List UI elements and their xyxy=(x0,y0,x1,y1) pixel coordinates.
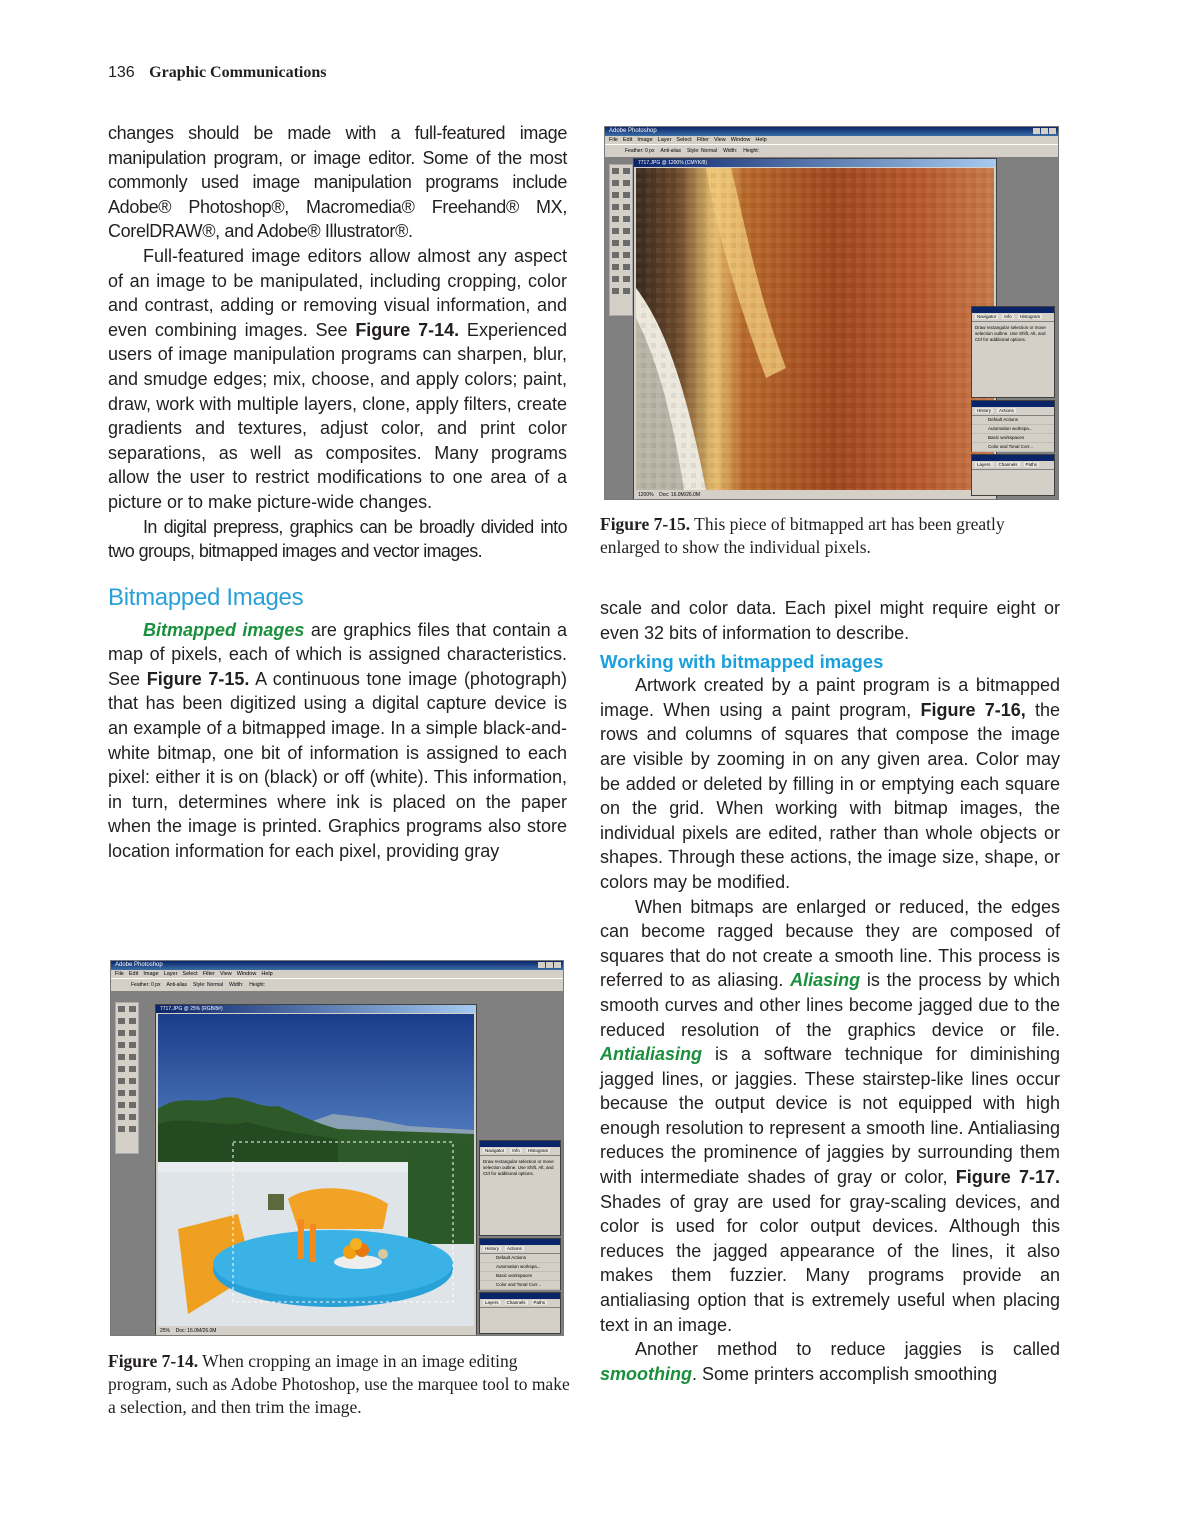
figure-7-15-screenshot xyxy=(604,126,1059,500)
layers-palette xyxy=(479,1292,561,1334)
action-row: Color and Tonal Corr... xyxy=(972,443,1054,452)
palette-tab: Paths xyxy=(533,1300,546,1305)
book-title: Graphic Communications xyxy=(149,64,327,81)
balcony-photo xyxy=(158,1014,474,1326)
paragraph: Bitmapped images are graphics files that contain a map of pixels, each of which is assigned characteristics. See Figure 7-15. A continuous tone image (photograph) that has been digitized using a digital capture device is an example of a bitmapped image. In a simple black-and-white bitmap, one bit of information is assigned to each pixel: either it is on (black) or off (white). This information, in turn, determines where ink is placed on the paper when the image is printed. Graphics programs also store location information for each pixel, providing gray xyxy=(108,619,568,862)
page-number: 136 xyxy=(108,64,135,81)
figure-ref: Figure 7-15. xyxy=(146,668,250,689)
palette-tab: Navigator xyxy=(485,1148,505,1153)
key-term: Aliasing xyxy=(790,970,861,991)
paragraph: When bitmaps are enlarged or reduced, the edges can become ragged because they are composed of squares that do not create a smooth line. This process is referred to as aliasing. Aliasing is the process by which smooth curves and other lines become jagged due to the reduced resolution of the graphics device or file. Antialiasing is a software technique for diminishing jagged lines, or jaggies. These stairstep-like lines occur because the output device is not equipped with high enough resolution to represent a smooth line. Antialiasing reduces the prominence of jaggies by surrounding them with intermediate shades of gray or color, Figure 7-17. Shades of gray are used for gray-scaling devices, and color is used for color output devices. Although this reduces the jagged appearance of the lines, it also makes them fuzzier. Many programs provide an antialiasing option that is extremely useful when placing text in an image. xyxy=(600,896,1061,1335)
document-window xyxy=(155,1004,477,1336)
palette-tab: Channels xyxy=(506,1300,526,1305)
menu-item: Help xyxy=(755,137,767,143)
key-term: Bitmapped images xyxy=(143,619,305,640)
menu-item: Filter xyxy=(202,971,215,977)
options-bar xyxy=(111,978,563,992)
menu-item: File xyxy=(115,971,124,977)
subheading: Working with bitmapped images xyxy=(600,651,884,673)
paragraph: Another method to reduce jaggies is called smoothing. Some printers accomplish smoothing xyxy=(600,1339,1060,1384)
option-item: Width: xyxy=(229,982,244,988)
menu-item: Layer xyxy=(657,137,672,143)
palette-tab: Paths xyxy=(1025,462,1038,467)
menu-item: Window xyxy=(236,971,257,977)
paragraph: Artwork created by a paint program is a bitmapped image. When using a paint program, Figure 7-16, the rows and columns of squares that compose the image are visible by zooming in on any given area. Color may be added or deleted by filling in or emptying each square on the grid. When working with bitmap images, the individual pixels are edited, rather than whole objects or shapes. Through these actions, the image size, shape, or colors may be modified. xyxy=(600,675,1061,892)
menu-bar xyxy=(111,970,563,978)
palette-tab: History xyxy=(485,1246,500,1251)
option-item: Style: Normal xyxy=(193,982,224,988)
menu-item: View xyxy=(219,971,232,977)
actions-palette xyxy=(479,1238,561,1290)
palette-tab: Actions xyxy=(507,1246,522,1251)
action-row: Color and Tonal Corr... xyxy=(480,1281,560,1290)
menu-bar xyxy=(605,136,1058,144)
option-item: Height: xyxy=(249,982,266,988)
palette-tab: Actions xyxy=(999,408,1014,413)
figure-7-15-caption: Figure 7-15. This piece of bitmapped art has been greatly enlarged to show the individual pixels. xyxy=(600,514,1005,557)
menu-item: Image xyxy=(143,971,159,977)
zoomed-pixel-image xyxy=(636,168,994,490)
palette-tab: Layers xyxy=(977,462,991,467)
menu-item: Select xyxy=(182,971,198,977)
key-term: smoothing xyxy=(600,1363,692,1384)
palette-tab: Info xyxy=(1004,314,1012,319)
layers-palette xyxy=(971,454,1055,496)
action-row: Basic workspaces xyxy=(972,434,1054,443)
action-row: Automation workspa... xyxy=(972,425,1054,434)
palette-tab: Histogram xyxy=(527,1148,549,1153)
photo-scene xyxy=(158,1014,474,1326)
status-bar: 1200% Doc: 16.0M/26.0M xyxy=(638,492,700,498)
section-heading: Bitmapped Images xyxy=(108,583,304,611)
figure-ref: Figure 7-16, xyxy=(920,699,1026,720)
action-row: Default Actions xyxy=(972,416,1054,425)
menu-item: Window xyxy=(730,137,751,143)
left-column xyxy=(108,121,567,864)
action-row: Basic workspaces xyxy=(480,1272,560,1281)
menu-item: Image xyxy=(637,137,653,143)
figure-7-14-caption: Figure 7-14. When cropping an image in an image editing program, such as Adobe Photoshop, use the marquee tool to make a selection, and then trim the image. xyxy=(108,1351,570,1417)
menu-item: Layer xyxy=(163,971,178,977)
toolbox xyxy=(609,164,633,316)
palette-tab: Navigator xyxy=(977,314,997,319)
workspace xyxy=(605,158,1058,499)
option-item: Height: xyxy=(743,148,760,154)
pixelated-photo xyxy=(636,168,994,490)
option-item: Style: Normal xyxy=(687,148,718,154)
running-header xyxy=(108,64,327,82)
menu-item: Select xyxy=(676,137,692,143)
option-item: Feather: 0 px xyxy=(131,982,161,988)
paragraph: In digital prepress, graphics can be broadly divided into two groups, bitmapped images and vector images. xyxy=(108,516,567,562)
right-column xyxy=(600,596,1060,1386)
palette-tab: Info xyxy=(512,1148,520,1153)
figure-ref: Figure 7-17. xyxy=(955,1167,1061,1188)
window-titlebar: Adobe Photoshop xyxy=(605,127,1058,136)
option-item: Anti-alias xyxy=(660,148,682,154)
info-palette: Navigator Info Histogram Draw rectangular selection or move selection outline. Use Shift, Alt, and Ctrl for additional options. xyxy=(971,306,1055,398)
paragraph: Full-featured image editors allow almost any aspect of an image to be manipulated, including cropping, color and contrast, adding or removing visual information, and even combining images. See Figure 7-14. Experienced users of image manipulation programs can sharpen, blur, and smudge edges; mix, choose, and apply colors; paint, draw, work with multiple layers, clone, apply filters, create gradients and textures, adjust color, and print color separations, as well as composites. Many programs allow the user to restrict modifications to one area of a picture or to make picture-wide changes. xyxy=(108,245,567,512)
paragraph: scale and color data. Each pixel might require eight or even 32 bits of information to describe. xyxy=(600,598,1060,643)
options-bar xyxy=(605,144,1058,158)
document-title: 7717.JPG @ 1200% (CMYK/8) xyxy=(634,159,996,167)
figure-7-14-screenshot xyxy=(110,960,564,1336)
toolbox xyxy=(115,1002,139,1154)
palette-tab: History xyxy=(977,408,992,413)
status-bar: 25% Doc: 16.0M/26.0M xyxy=(160,1328,217,1334)
palette-tab: Histogram xyxy=(1019,314,1041,319)
palette-tab: Channels xyxy=(998,462,1018,467)
menu-item: Help xyxy=(261,971,273,977)
info-palette: Navigator Info Histogram Draw rectangular selection or move selection outline. Use Shift, Alt, and Ctrl for additional options. xyxy=(479,1140,561,1236)
menu-item: Edit xyxy=(128,971,139,977)
workspace xyxy=(111,992,563,1335)
action-row: Automation workspa... xyxy=(480,1263,560,1272)
document-window xyxy=(633,158,997,500)
menu-item: View xyxy=(713,137,726,143)
paragraph: changes should be made with a full-featured image manipulation program, or image editor. Some of the most commonly used image manipulation programs include Adobe® Photoshop®, Macromedia® Freehand® MX, CorelDRAW®, and Adobe® Illustrator®. xyxy=(108,123,567,242)
actions-palette xyxy=(971,400,1055,452)
window-titlebar: Adobe Photoshop xyxy=(111,961,563,970)
action-row: Default Actions xyxy=(480,1254,560,1263)
menu-item: File xyxy=(609,137,618,143)
option-item: Feather: 0 px xyxy=(625,148,655,154)
key-term: Antialiasing xyxy=(600,1044,703,1065)
document-title: 7717.JPG @ 25% (RGB/8#) xyxy=(156,1005,476,1013)
menu-item: Filter xyxy=(696,137,709,143)
option-item: Width: xyxy=(723,148,738,154)
figure-ref: Figure 7-14. xyxy=(355,319,460,340)
palette-tab: Layers xyxy=(485,1300,499,1305)
menu-item: Edit xyxy=(622,137,633,143)
option-item: Anti-alias xyxy=(166,982,188,988)
